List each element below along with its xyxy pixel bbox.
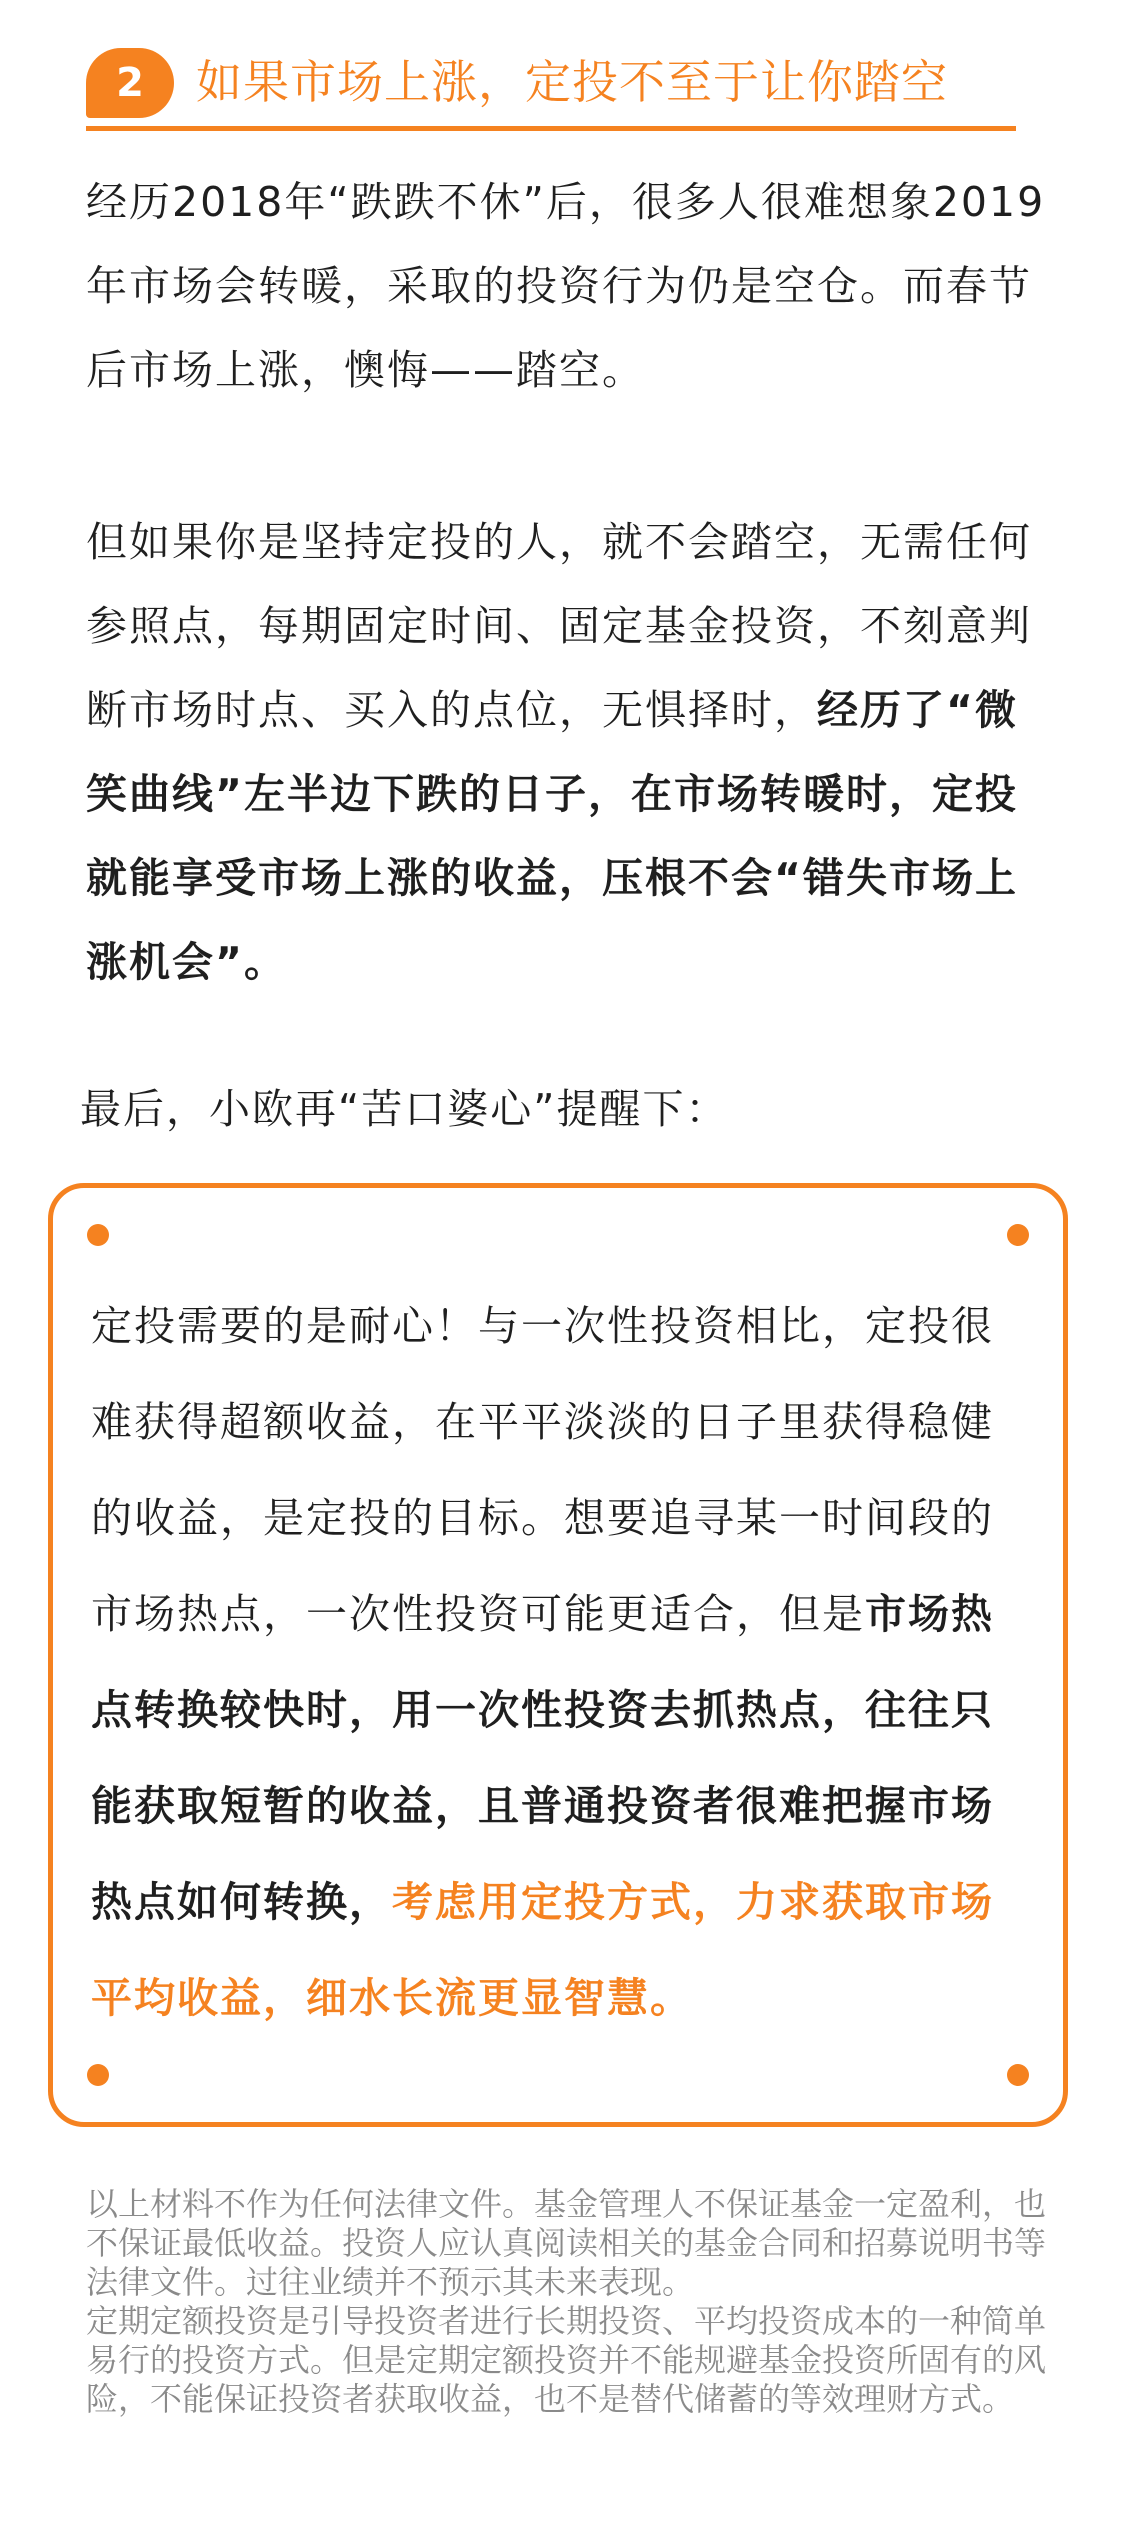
reminder-normal: 定投需要的是耐心！与一次性投资相比，定投很难获得超额收益，在平平淡淡的日子里获得稳健的收益，是定投的目标。想要追寻某一时间段的市场热点，一次性投资可能更适合，但是	[91, 1302, 994, 1638]
reminder-highlight: 考虑用定投方式，力求获取市场平均收益，细水长流更显智慧。	[91, 1878, 994, 2022]
reminder-bold: 市场热点转换较快时，用一次性投资去抓热点，往往只能获取短暂的收益，且普通投资者很难把握市场热点如何转换，	[91, 1590, 994, 1926]
paragraph-2	[86, 500, 1046, 1004]
paragraph-3: 最后，小欧再“苦口婆心”提醒下：	[80, 1085, 729, 1133]
paragraph-2-normal: 但如果你是坚持定投的人，就不会踏空，无需任何参照点，每期固定时间、固定基金投资，不刻意判断市场时点、买入的点位，无惧择时，	[86, 518, 1032, 734]
section-number-badge: 2	[86, 48, 174, 118]
corner-dot-icon	[87, 1224, 109, 1246]
disclaimer-line-2: 定期定额投资是引导投资者进行长期投资、平均投资成本的一种简单易行的投资方式。但是定期定额投资并不能规避基金投资所固有的风险，不能保证投资者获取收益，也不是替代储蓄的等效理财方式。	[86, 2302, 1047, 2418]
reminder-text	[91, 1278, 1031, 2046]
corner-dot-icon	[1007, 2064, 1029, 2086]
section-heading	[86, 42, 1016, 132]
paragraph-1: 经历2018年“跌跌不休”后，很多人很难想象2019年市场会转暖，采取的投资行为仍是空仓。而春节后市场上涨，懊悔——踏空。	[86, 178, 1046, 394]
corner-dot-icon	[87, 2064, 109, 2086]
disclaimer	[86, 2185, 1046, 2419]
section-title: 如果市场上涨，定投不至于让你踏空	[196, 55, 948, 109]
paragraph-2-bold: 经历了“微笑曲线”左半边下跌的日子，在市场转暖时，定投就能享受市场上涨的收益，压根不会“错失市场上涨机会”。	[86, 686, 1018, 986]
disclaimer-line-1: 以上材料不作为任何法律文件。基金管理人不保证基金一定盈利，也不保证最低收益。投资人应认真阅读相关的基金合同和招募说明书等法律文件。过往业绩并不预示其未来表现。	[86, 2185, 1047, 2301]
heading-underline	[86, 126, 1016, 131]
corner-dot-icon	[1007, 1224, 1029, 1246]
reminder-box	[48, 1183, 1068, 2127]
